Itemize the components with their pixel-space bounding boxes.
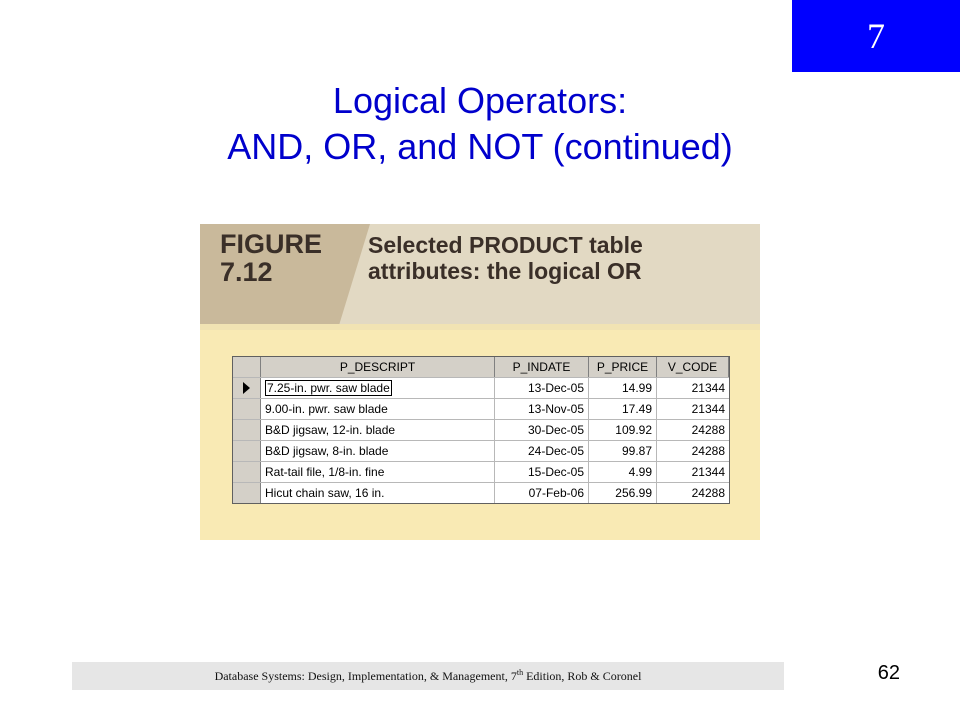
cell-p-price[interactable]: 17.49 <box>589 399 657 419</box>
cell-p-price[interactable]: 256.99 <box>589 483 657 503</box>
table-row[interactable] <box>233 420 729 441</box>
cell-p-indate[interactable]: 13-Dec-05 <box>495 378 589 398</box>
figure-label <box>220 230 322 286</box>
cell-p-indate[interactable]: 24-Dec-05 <box>495 441 589 461</box>
cell-v-code[interactable]: 24288 <box>691 444 725 458</box>
cell-v-code[interactable]: 24288 <box>691 486 725 500</box>
selected-cell-text: 7.25-in. pwr. saw blade <box>267 381 390 395</box>
table-header-row <box>233 357 729 378</box>
table-row[interactable] <box>233 399 729 420</box>
cell-p-price[interactable]: 4.99 <box>589 462 657 482</box>
row-selector-header[interactable] <box>233 357 261 377</box>
figure-label-number: 7.12 <box>220 257 273 287</box>
cell-p-indate[interactable]: 13-Nov-05 <box>495 399 589 419</box>
cell-p-indate[interactable]: 07-Feb-06 <box>495 483 589 503</box>
chapter-number: 7 <box>867 16 885 56</box>
cell-p-descript[interactable]: 9.00-in. pwr. saw blade <box>261 399 495 419</box>
slide-title-line-1: Logical Operators: <box>332 80 628 121</box>
cell-v-code[interactable]: 24288 <box>691 423 725 437</box>
row-selector[interactable] <box>233 441 261 461</box>
table-row[interactable] <box>233 441 729 462</box>
row-selector[interactable] <box>233 399 261 419</box>
cell-v-code[interactable]: 21344 <box>691 402 725 416</box>
footer-bar <box>72 662 784 690</box>
column-header-p-price[interactable]: P_PRICE <box>589 357 657 377</box>
footer-text-main: Database Systems: Design, Implementation, & Management, 7 <box>214 669 517 683</box>
column-header-p-indate[interactable]: P_INDATE <box>495 357 589 377</box>
row-selector[interactable] <box>233 378 261 398</box>
cell-p-descript[interactable]: B&D jigsaw, 12-in. blade <box>261 420 495 440</box>
table-row[interactable] <box>233 378 729 399</box>
figure-panel <box>200 224 760 540</box>
column-header-v-code[interactable]: V_CODE <box>657 357 729 377</box>
cell-p-descript[interactable] <box>261 378 495 398</box>
cell-v-code[interactable]: 21344 <box>691 465 725 479</box>
cell-p-indate[interactable]: 30-Dec-05 <box>495 420 589 440</box>
cell-p-indate[interactable]: 15-Dec-05 <box>495 462 589 482</box>
row-selector[interactable] <box>233 420 261 440</box>
figure-divider <box>200 324 760 330</box>
slide-title <box>120 78 840 170</box>
row-selector[interactable] <box>233 462 261 482</box>
cell-p-price[interactable]: 99.87 <box>589 441 657 461</box>
product-table <box>232 356 730 504</box>
page-number: 62 <box>877 662 900 684</box>
cell-p-price[interactable]: 14.99 <box>589 378 657 398</box>
figure-label-word: FIGURE <box>220 229 323 259</box>
footer-superscript: th <box>516 668 524 677</box>
footer-citation <box>215 668 642 684</box>
column-header-p-descript[interactable]: P_DESCRIPT <box>261 357 495 377</box>
cell-p-price[interactable]: 109.92 <box>589 420 657 440</box>
table-row[interactable] <box>233 462 729 483</box>
slide-title-line-2: AND, OR, and NOT (continued) <box>227 126 733 167</box>
cell-p-descript[interactable]: B&D jigsaw, 8-in. blade <box>261 441 495 461</box>
cell-p-descript[interactable]: Hicut chain saw, 16 in. <box>261 483 495 503</box>
cell-p-descript[interactable]: Rat-tail file, 1/8-in. fine <box>261 462 495 482</box>
figure-caption-line-1: Selected PRODUCT table <box>368 232 643 258</box>
current-record-arrow-icon <box>243 382 250 394</box>
table-row[interactable] <box>233 483 729 503</box>
figure-caption <box>368 232 643 284</box>
cell-v-code[interactable]: 21344 <box>691 381 725 395</box>
footer-text-end: Edition, Rob & Coronel <box>523 669 642 683</box>
row-selector[interactable] <box>233 483 261 503</box>
figure-caption-line-2: attributes: the logical OR <box>368 258 642 284</box>
chapter-number-box <box>792 0 960 72</box>
